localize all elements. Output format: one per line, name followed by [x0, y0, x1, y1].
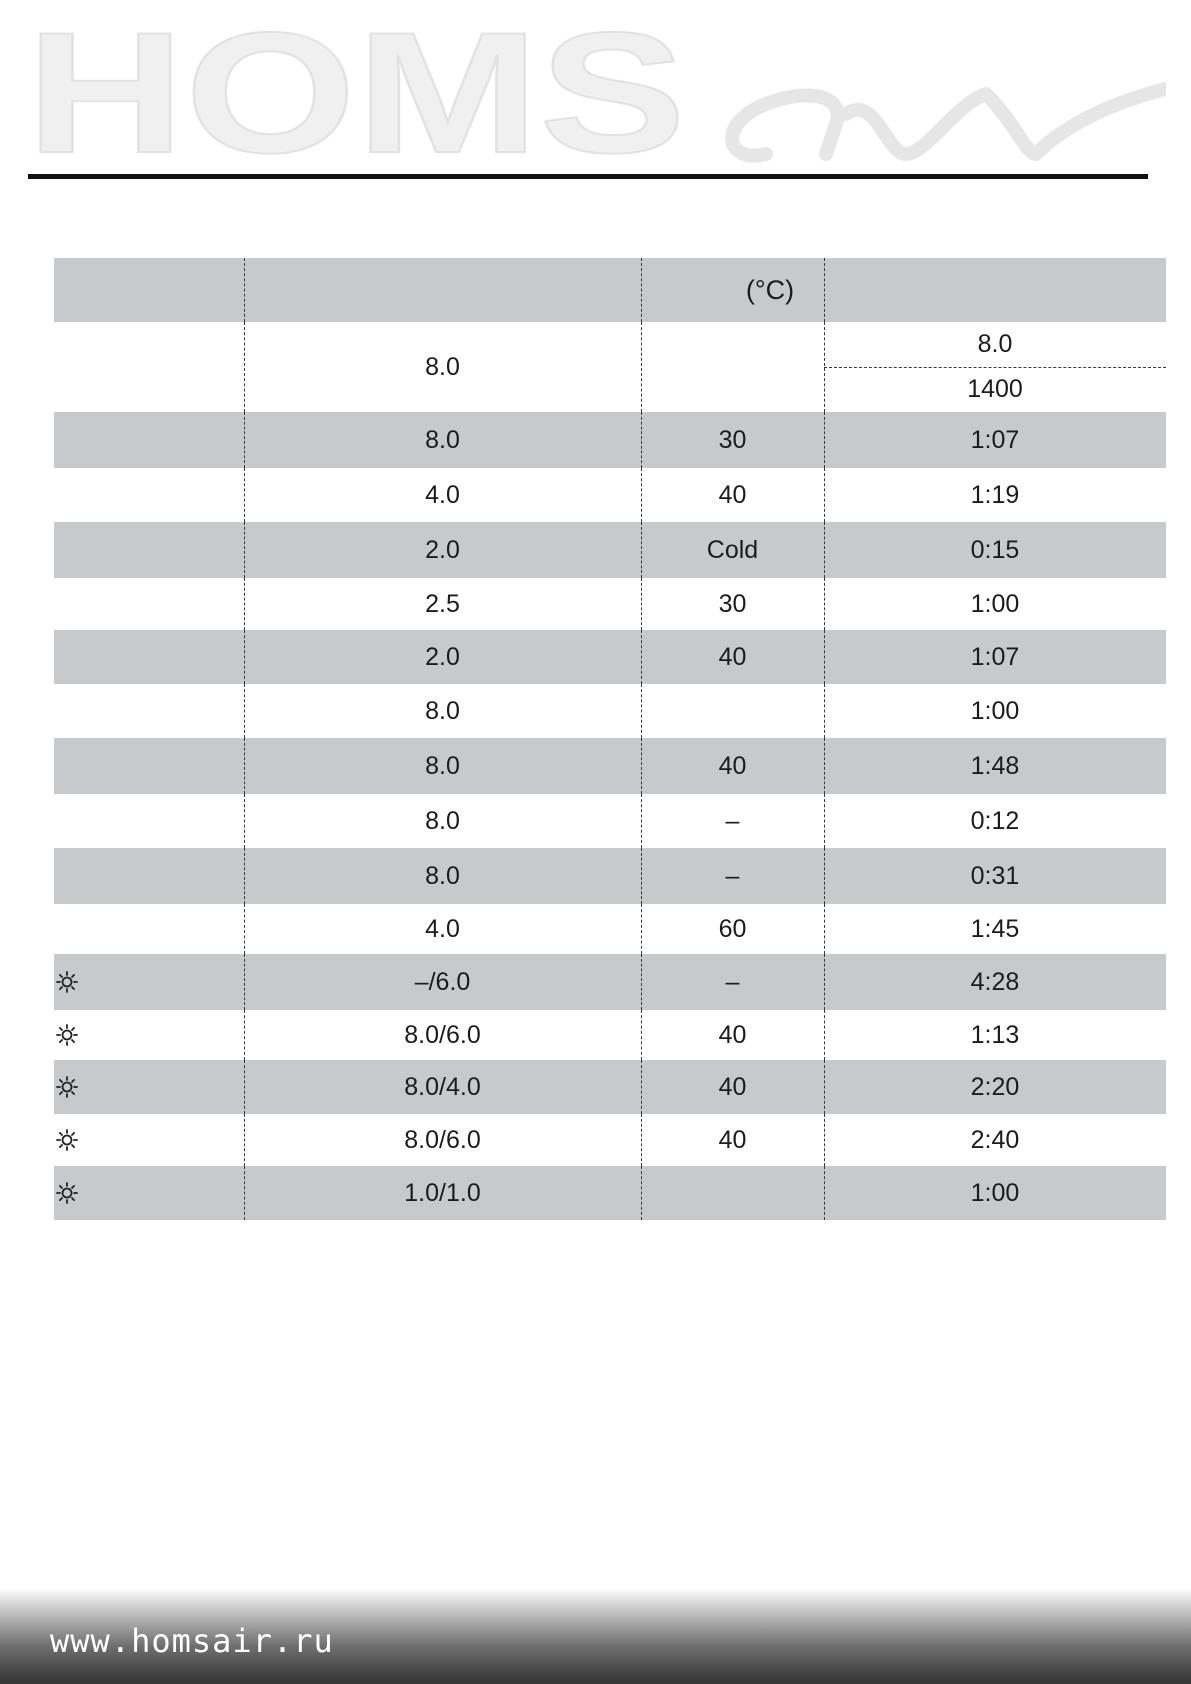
- table-cell-load: 1.0/1.0: [404, 1178, 481, 1207]
- table-cell-load: 8.0: [425, 751, 460, 780]
- table-cell-temperature: 40: [718, 1020, 747, 1049]
- logo-script-air: [732, 84, 1166, 156]
- table-cell-duration: 1:45: [970, 914, 1020, 943]
- table-cell-duration: 1:48: [970, 751, 1020, 780]
- table-cell-program: [54, 1010, 246, 1060]
- table-cell-temperature: [641, 322, 824, 412]
- table-cell-load: 4.0: [425, 480, 460, 509]
- table-cell-program: [54, 1166, 246, 1220]
- table-cell-program: [54, 578, 246, 630]
- program-table: [54, 258, 1166, 1220]
- table-row: [54, 794, 1166, 848]
- footer-url[interactable]: www.homsair.ru: [50, 1622, 334, 1660]
- logo-text: HOMS: [26, 14, 686, 164]
- table-cell-temperature: 60: [718, 914, 747, 943]
- sun-icon: [56, 1076, 78, 1098]
- table-row: [54, 1010, 1166, 1060]
- table-cell-program: [54, 794, 246, 848]
- table-row: [54, 578, 1166, 630]
- table-cell-load: –/6.0: [414, 967, 471, 996]
- table-row: [54, 630, 1166, 684]
- table-cell-program: [54, 738, 246, 794]
- header-cell-load: [244, 258, 641, 322]
- table-cell-temperature: –: [725, 967, 740, 996]
- table-cell-load: 8.0: [425, 696, 460, 725]
- table-header-row: [54, 258, 1166, 322]
- table-cell-temperature: 30: [718, 589, 747, 618]
- table-row: [54, 1166, 1166, 1220]
- sun-icon: [56, 971, 78, 993]
- table-cell-temperature: 40: [718, 1125, 747, 1154]
- table-cell-duration: 1:00: [970, 1178, 1020, 1207]
- table-cell-program: [54, 954, 246, 1010]
- table-row-split: [54, 322, 1166, 412]
- table-cell-temperature: 30: [718, 425, 747, 454]
- table-cell-load: 8.0: [425, 425, 460, 454]
- table-cell-load: 8.0: [425, 806, 460, 835]
- table-row: [54, 412, 1166, 468]
- table-row: [54, 954, 1166, 1010]
- temperature-unit: (°C): [745, 274, 795, 305]
- table-cell-load: 8.0: [425, 861, 460, 890]
- table-cell-program: [54, 1060, 246, 1114]
- table-row: [54, 848, 1166, 904]
- table-cell-program: [54, 468, 246, 522]
- table-cell-temperature: 40: [718, 480, 747, 509]
- table-cell-top: 8.0: [977, 330, 1013, 358]
- table-cell-temperature: [641, 684, 824, 738]
- table-cell-load: 8.0/4.0: [404, 1072, 481, 1101]
- table-cell-load: 8.0: [425, 352, 460, 381]
- table-cell-duration: 0:12: [970, 806, 1020, 835]
- table-cell-load: 2.0: [425, 642, 460, 671]
- table-cell-load: 4.0: [425, 914, 460, 943]
- table-cell-load: 8.0/6.0: [404, 1125, 481, 1154]
- table-cell-program: [54, 630, 246, 684]
- header-rule: [28, 174, 1148, 179]
- table-cell-program: [54, 904, 246, 954]
- table-row: [54, 738, 1166, 794]
- table-cell-load: 2.5: [425, 589, 460, 618]
- table-cell-duration: 0:15: [970, 535, 1020, 564]
- sun-icon: [56, 1182, 78, 1204]
- table-cell-duration: 1:07: [970, 642, 1020, 671]
- table-row: [54, 1114, 1166, 1166]
- table-cell-temperature: 40: [718, 642, 747, 671]
- table-cell-duration: 1:13: [970, 1020, 1020, 1049]
- table-cell-duration: 4:28: [970, 967, 1020, 996]
- homsair-logo: [26, 14, 1166, 164]
- table-cell-temperature: –: [725, 806, 740, 835]
- table-cell-temperature: 40: [718, 751, 747, 780]
- table-cell-temperature: [641, 1166, 824, 1220]
- table-cell-duration: 2:40: [970, 1125, 1020, 1154]
- table-cell-program: [54, 684, 246, 738]
- header-cell-temperature: [641, 258, 824, 322]
- table-cell-duration: 1:19: [970, 480, 1020, 509]
- table-cell-duration: 0:31: [970, 861, 1020, 890]
- table-row: [54, 904, 1166, 954]
- sun-icon: [56, 1024, 78, 1046]
- table-cell-bottom: 1400: [967, 375, 1023, 403]
- table-cell-program: [54, 848, 246, 904]
- table-cell-load: 2.0: [425, 535, 460, 564]
- table-cell-duration: 2:20: [970, 1072, 1020, 1101]
- table-cell-duration: 1:00: [970, 696, 1020, 725]
- table-cell-temperature: 40: [718, 1072, 747, 1101]
- table-cell-program: [54, 1114, 246, 1166]
- header-cell-duration: [824, 258, 1166, 322]
- table-cell-load: 8.0/6.0: [404, 1020, 481, 1049]
- table-row: [54, 1060, 1166, 1114]
- table-row: [54, 684, 1166, 738]
- table-cell-duration: 1:00: [970, 589, 1020, 618]
- table-cell-temperature: Cold: [706, 535, 759, 564]
- table-cell-program: [54, 522, 246, 578]
- header-cell-program: [54, 258, 246, 322]
- table-cell-program: [54, 412, 246, 468]
- table-row: [54, 468, 1166, 522]
- sun-icon: [56, 1129, 78, 1151]
- table-cell-duration: 1:07: [970, 425, 1020, 454]
- table-row: [54, 522, 1166, 578]
- table-cell-temperature: –: [725, 861, 740, 890]
